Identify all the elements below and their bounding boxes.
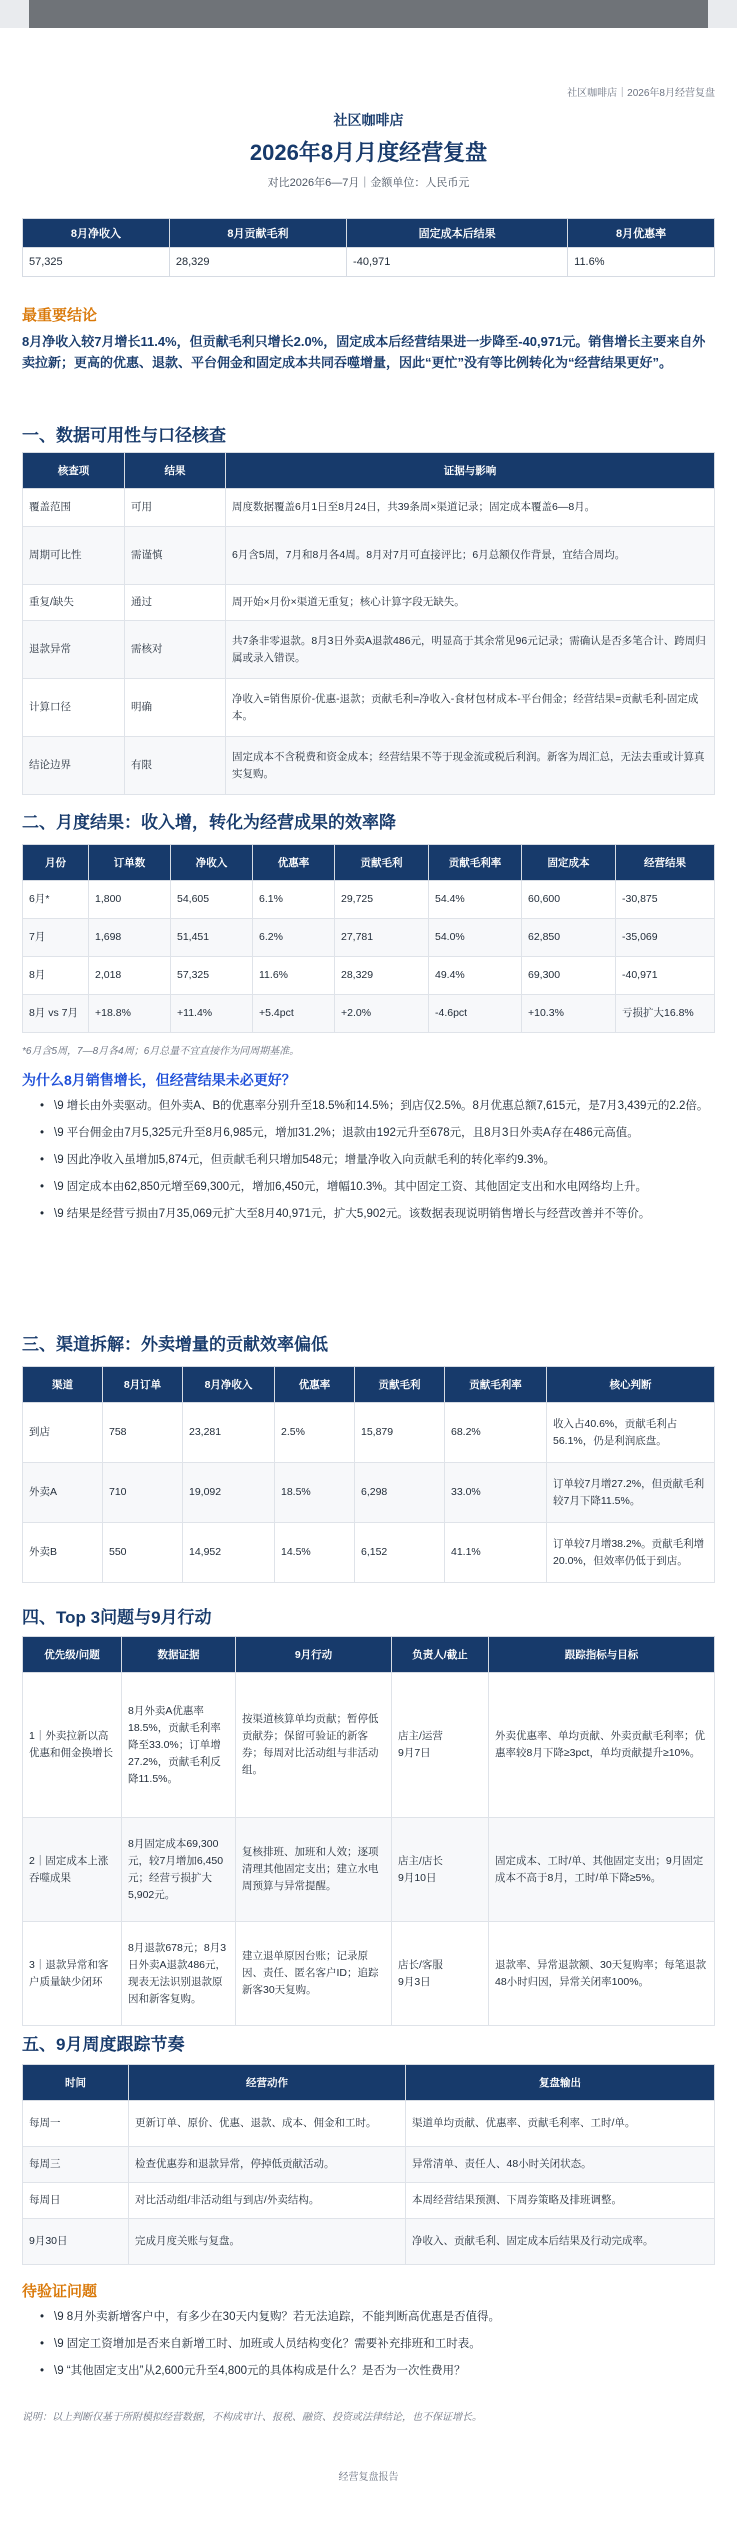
- table-cell: 固定成本、工时/单、其他固定支出；9月固定成本不高于8月，工时/单下降≥5%。: [489, 1818, 715, 1922]
- table-cell: 41.1%: [445, 1523, 547, 1583]
- table-header: 贡献毛利率: [429, 845, 522, 881]
- table-cell: 共7条非零退款。8月3日外卖A退款486元，明显高于其余常见96元记录；需确认是否多笔合计、跨周归属或录入错误。: [226, 621, 715, 679]
- table-cell: 7月: [23, 919, 89, 957]
- table-cell: 周期可比性: [23, 527, 125, 585]
- channel-table: [22, 1366, 715, 1583]
- table-cell: 周开始×月份×渠道无重复；核心计算字段无缺失。: [226, 585, 715, 621]
- table-header: 8月净收入: [183, 1367, 275, 1403]
- table-cell: 1,698: [89, 919, 171, 957]
- table-header: 数据证据: [122, 1637, 236, 1673]
- table-cell: 8月退款678元；8月3日外卖A退款486元，现表无法识别退款原因和新客复购。: [122, 1922, 236, 2026]
- table-cell: 14,952: [183, 1523, 275, 1583]
- table-cell: 69,300: [522, 957, 616, 995]
- table-row: [23, 737, 715, 795]
- table-header: 核心判断: [547, 1367, 715, 1403]
- table-cell: 6,152: [355, 1523, 445, 1583]
- table-cell: 本周经营结果预测、下周券策略及排班调整。: [406, 2183, 715, 2219]
- table-cell: 54.4%: [429, 881, 522, 919]
- table-cell: 异常清单、责任人、48小时关闭状态。: [406, 2147, 715, 2183]
- table-cell: 退款异常: [23, 621, 125, 679]
- table-cell: 结论边界: [23, 737, 125, 795]
- page-subtitle: 对比2026年6—7月｜金额单位：人民币元: [267, 177, 470, 189]
- why-list: [40, 1096, 710, 1231]
- kpi-value: -40,971: [347, 248, 568, 277]
- key-conclusion-heading: 最重要结论: [22, 307, 98, 324]
- table-cell: 710: [103, 1463, 183, 1523]
- data-check-table: [22, 452, 715, 795]
- section3-heading: 三、渠道拆解：外卖增量的贡献效率偏低: [22, 1335, 328, 1354]
- table-cell: +2.0%: [335, 995, 429, 1033]
- table-cell: 15,879: [355, 1403, 445, 1463]
- table-cell: 14.5%: [275, 1523, 355, 1583]
- table-cell: 2,018: [89, 957, 171, 995]
- table-cell: 28,329: [335, 957, 429, 995]
- table-cell: 退款率、异常退款额、30天复购率；每笔退款48小时归因，异常关闭率100%。: [489, 1922, 715, 2026]
- table-row: [23, 1523, 715, 1583]
- list-item: • \9 8月外卖新增客户中，有多少在30天内复购？若无法追踪，不能判断高优惠是否值得。: [40, 2307, 710, 2327]
- table-cell: 渠道单均贡献、优惠率、贡献毛利率、工时/单。: [406, 2101, 715, 2147]
- table-cell: 明确: [125, 679, 226, 737]
- list-item: • \9 平台佣金由7月5,325元升至8月6,985元，增加31.2%；退款由192元升至678元，且8月3日外卖A存在486元高值。: [40, 1123, 710, 1143]
- table-cell: +18.8%: [89, 995, 171, 1033]
- table-cell: 1｜外卖拉新以高优惠和佣金换增长: [23, 1673, 122, 1818]
- table-cell: 通过: [125, 585, 226, 621]
- table-header: 9月行动: [236, 1637, 392, 1673]
- table-cell: 29,725: [335, 881, 429, 919]
- table-cell: 需核对: [125, 621, 226, 679]
- table-cell: 19,092: [183, 1463, 275, 1523]
- table-header: 负责人/截止: [392, 1637, 489, 1673]
- table-cell: 按渠道核算单均贡献；暂停低贡献券；保留可验证的新客券；每周对比活动组与非活动组。: [236, 1673, 392, 1818]
- table-row: [23, 1818, 715, 1922]
- table-cell: 62,850: [522, 919, 616, 957]
- key-conclusion-text: 8月净收入较7月增长11.4%，但贡献毛利只增长2.0%，固定成本后经营结果进一步降至-40,971元。销售增长主要来自外卖拉新；更高的优惠、退款、平台佣金和固定成本共同吞噬增量，因此“更忙”没有等比例转化为“经营结果更好”。: [22, 334, 706, 370]
- table-cell: 2.5%: [275, 1403, 355, 1463]
- table-header: 结果: [125, 453, 226, 489]
- table-cell: 收入占40.6%，贡献毛利占56.1%，仍是利润底盘。: [547, 1403, 715, 1463]
- kpi-value: 28,329: [169, 248, 346, 277]
- table-row: [23, 585, 715, 621]
- table-cell: 订单较7月增38.2%。贡献毛利增20.0%，但效率仍低于到店。: [547, 1523, 715, 1583]
- table-cell: 8月外卖A优惠率18.5%，贡献毛利率降至33.0%；订单增27.2%，贡献毛利反降11.5%。: [122, 1673, 236, 1818]
- kpi-label: 固定成本后结果: [347, 219, 568, 248]
- table-row: [23, 1673, 715, 1818]
- table-cell: 8月: [23, 957, 89, 995]
- table-cell: 重复/缺失: [23, 585, 125, 621]
- table-header: 月份: [23, 845, 89, 881]
- table-cell: 需谨慎: [125, 527, 226, 585]
- table-cell: -40,971: [616, 957, 715, 995]
- report-page: [0, 28, 737, 2534]
- section2-note: *6月含5周，7—8月各4周；6月总量不宜直接作为同周期基准。: [22, 1046, 300, 1057]
- table-row: [23, 919, 715, 957]
- table-cell: 净收入、贡献毛利、固定成本后结果及行动完成率。: [406, 2219, 715, 2265]
- table-cell: 每周一: [23, 2101, 129, 2147]
- list-item: • \9 结果是经营亏损由7月35,069元扩大至8月40,971元，扩大5,902元。该数据表现说明销售增长与经营改善并不等价。: [40, 1204, 710, 1224]
- table-cell: 51,451: [171, 919, 253, 957]
- table-header: 贡献毛利: [335, 845, 429, 881]
- table-cell: 周度数据覆盖6月1日至8月24日，共39条周×渠道记录；固定成本覆盖6—8月。: [226, 489, 715, 527]
- table-cell: -30,875: [616, 881, 715, 919]
- table-cell: 完成月度关账与复盘。: [129, 2219, 406, 2265]
- section2-heading: 二、月度结果：收入增，转化为经营成果的效率降: [22, 813, 396, 832]
- table-cell: 8月 vs 7月: [23, 995, 89, 1033]
- table-cell: 可用: [125, 489, 226, 527]
- table-cell: -4.6pct: [429, 995, 522, 1033]
- table-cell: 对比活动组/非活动组与到店/外卖结构。: [129, 2183, 406, 2219]
- table-header: 贡献毛利率: [445, 1367, 547, 1403]
- table-cell: 33.0%: [445, 1463, 547, 1523]
- table-cell: 店主/运营 9月7日: [392, 1673, 489, 1818]
- section5-heading: 五、9月周度跟踪节奏: [22, 2035, 185, 2054]
- table-header: 证据与影响: [226, 453, 715, 489]
- monthly-results-table: [22, 844, 715, 1033]
- table-header: 优惠率: [275, 1367, 355, 1403]
- table-row: [23, 527, 715, 585]
- table-cell: 6,298: [355, 1463, 445, 1523]
- kpi-label: 8月净收入: [23, 219, 170, 248]
- table-cell: 550: [103, 1523, 183, 1583]
- table-header: 渠道: [23, 1367, 103, 1403]
- table-row: [23, 1463, 715, 1523]
- table-row: [23, 1403, 715, 1463]
- table-row: [23, 1922, 715, 2026]
- table-header: 复盘输出: [406, 2065, 715, 2101]
- table-cell: 23,281: [183, 1403, 275, 1463]
- table-cell: +5.4pct: [253, 995, 335, 1033]
- table-cell: 外卖A: [23, 1463, 103, 1523]
- table-cell: 2｜固定成本上涨吞噬成果: [23, 1818, 122, 1922]
- top-bar: [29, 0, 708, 28]
- table-row: [23, 621, 715, 679]
- table-cell: 6.1%: [253, 881, 335, 919]
- table-row: [23, 2219, 715, 2265]
- table-cell: +10.3%: [522, 995, 616, 1033]
- table-cell: 固定成本不含税费和资金成本；经营结果不等于现金流或税后利润。新客为周汇总，无法去重或计算真实复购。: [226, 737, 715, 795]
- table-cell: 57,325: [171, 957, 253, 995]
- table-header: 订单数: [89, 845, 171, 881]
- table-cell: 6月*: [23, 881, 89, 919]
- table-header: 经营动作: [129, 2065, 406, 2101]
- table-cell: 6.2%: [253, 919, 335, 957]
- kpi-label: 8月贡献毛利: [169, 219, 346, 248]
- table-cell: 检查优惠券和退款异常，停掉低贡献活动。: [129, 2147, 406, 2183]
- breadcrumb: 社区咖啡店｜2026年8月经营复盘: [567, 88, 715, 99]
- table-cell: 每周日: [23, 2183, 129, 2219]
- table-cell: 每周三: [23, 2147, 129, 2183]
- table-cell: 27,781: [335, 919, 429, 957]
- table-cell: 订单较7月增27.2%，但贡献毛利较7月下降11.5%。: [547, 1463, 715, 1523]
- list-item: • \9 “其他固定支出”从2,600元升至4,800元的具体构成是什么？是否为一次性费用？: [40, 2361, 710, 2381]
- table-header: 净收入: [171, 845, 253, 881]
- table-cell: 68.2%: [445, 1403, 547, 1463]
- table-row: [23, 957, 715, 995]
- table-cell: 净收入=销售原价-优惠-退款；贡献毛利=净收入-食材包材成本-平台佣金；经营结果=贡献毛利-固定成本。: [226, 679, 715, 737]
- weekly-table: [22, 2064, 715, 2265]
- table-cell: 6月含5周，7月和8月各4周。8月对7月可直接评比；6月总额仅作背景，宜结合周均。: [226, 527, 715, 585]
- table-cell: 758: [103, 1403, 183, 1463]
- table-cell: 覆盖范围: [23, 489, 125, 527]
- kpi-label: 8月优惠率: [568, 219, 715, 248]
- table-header: 优先级/问题: [23, 1637, 122, 1673]
- table-cell: 54,605: [171, 881, 253, 919]
- table-cell: 外卖B: [23, 1523, 103, 1583]
- table-cell: 计算口径: [23, 679, 125, 737]
- table-cell: +11.4%: [171, 995, 253, 1033]
- why-heading: 为什么8月销售增长，但经营结果未必更好？: [22, 1072, 296, 1088]
- table-cell: 3｜退款异常和客户质量缺少闭环: [23, 1922, 122, 2026]
- table-cell: 8月固定成本69,300元，较7月增加6,450元；经营亏损扩大5,902元。: [122, 1818, 236, 1922]
- pending-heading: 待验证问题: [22, 2283, 98, 2300]
- footer: 经营复盘报告: [338, 2472, 399, 2483]
- table-cell: 1,800: [89, 881, 171, 919]
- table-cell: 店长/客服 9月3日: [392, 1922, 489, 2026]
- kpi-value: 57,325: [23, 248, 170, 277]
- shop-name: 社区咖啡店: [333, 112, 404, 128]
- list-item: • \9 固定成本由62,850元增至69,300元，增加6,450元，增幅10.3%。其中固定工资、其他固定支出和水电网络均上升。: [40, 1177, 710, 1197]
- list-item: • \9 增长由外卖驱动。但外卖A、B的优惠率分别升至18.5%和14.5%；到店仅2.5%。8月优惠总额7,615元，是7月3,439元的2.2倍。: [40, 1096, 710, 1116]
- table-row: [23, 2147, 715, 2183]
- table-cell: 9月30日: [23, 2219, 129, 2265]
- table-header: 核查项: [23, 453, 125, 489]
- section4-heading: 四、Top 3问题与9月行动: [22, 1608, 212, 1627]
- table-cell: 复核排班、加班和人效；逐项清理其他固定支出；建立水电周预算与异常提醒。: [236, 1818, 392, 1922]
- kpi-table: [22, 218, 715, 277]
- table-cell: 建立退单原因台账；记录原因、责任、匿名客户ID；追踪新客30天复购。: [236, 1922, 392, 2026]
- table-header: 贡献毛利: [355, 1367, 445, 1403]
- table-header: 优惠率: [253, 845, 335, 881]
- table-row: [23, 995, 715, 1033]
- table-cell: -35,069: [616, 919, 715, 957]
- table-row: [23, 2101, 715, 2147]
- table-cell: 更新订单、原价、优惠、退款、成本、佣金和工时。: [129, 2101, 406, 2147]
- kpi-value: 11.6%: [568, 248, 715, 277]
- pending-list: [40, 2307, 710, 2388]
- list-item: • \9 固定工资增加是否来自新增工时、加班或人员结构变化？需要补充排班和工时表。: [40, 2334, 710, 2354]
- table-row: [23, 881, 715, 919]
- table-header: 经营结果: [616, 845, 715, 881]
- page-title: 2026年8月月度经营复盘: [249, 140, 488, 165]
- table-cell: 到店: [23, 1403, 103, 1463]
- table-header: 固定成本: [522, 845, 616, 881]
- section1-heading: 一、数据可用性与口径核查: [22, 426, 226, 445]
- disclaimer: 说明：以上判断仅基于所附模拟经营数据，不构成审计、报税、融资、投资或法律结论，也不保证增长。: [22, 2412, 482, 2423]
- list-item: • \9 因此净收入虽增加5,874元，但贡献毛利只增加548元；增量净收入向贡献毛利的转化率约9.3%。: [40, 1150, 710, 1170]
- table-cell: 有限: [125, 737, 226, 795]
- action-table: [22, 1636, 715, 2026]
- table-header: 8月订单: [103, 1367, 183, 1403]
- table-header: 时间: [23, 2065, 129, 2101]
- table-header: 跟踪指标与目标: [489, 1637, 715, 1673]
- table-cell: 18.5%: [275, 1463, 355, 1523]
- table-cell: 54.0%: [429, 919, 522, 957]
- table-row: [23, 2183, 715, 2219]
- table-cell: 11.6%: [253, 957, 335, 995]
- table-cell: 外卖优惠率、单均贡献、外卖贡献毛利率；优惠率较8月下降≥3pct，单均贡献提升≥10%。: [489, 1673, 715, 1818]
- table-cell: 亏损扩大16.8%: [616, 995, 715, 1033]
- table-cell: 49.4%: [429, 957, 522, 995]
- table-cell: 60,600: [522, 881, 616, 919]
- table-row: [23, 679, 715, 737]
- table-row: [23, 489, 715, 527]
- table-cell: 店主/店长 9月10日: [392, 1818, 489, 1922]
